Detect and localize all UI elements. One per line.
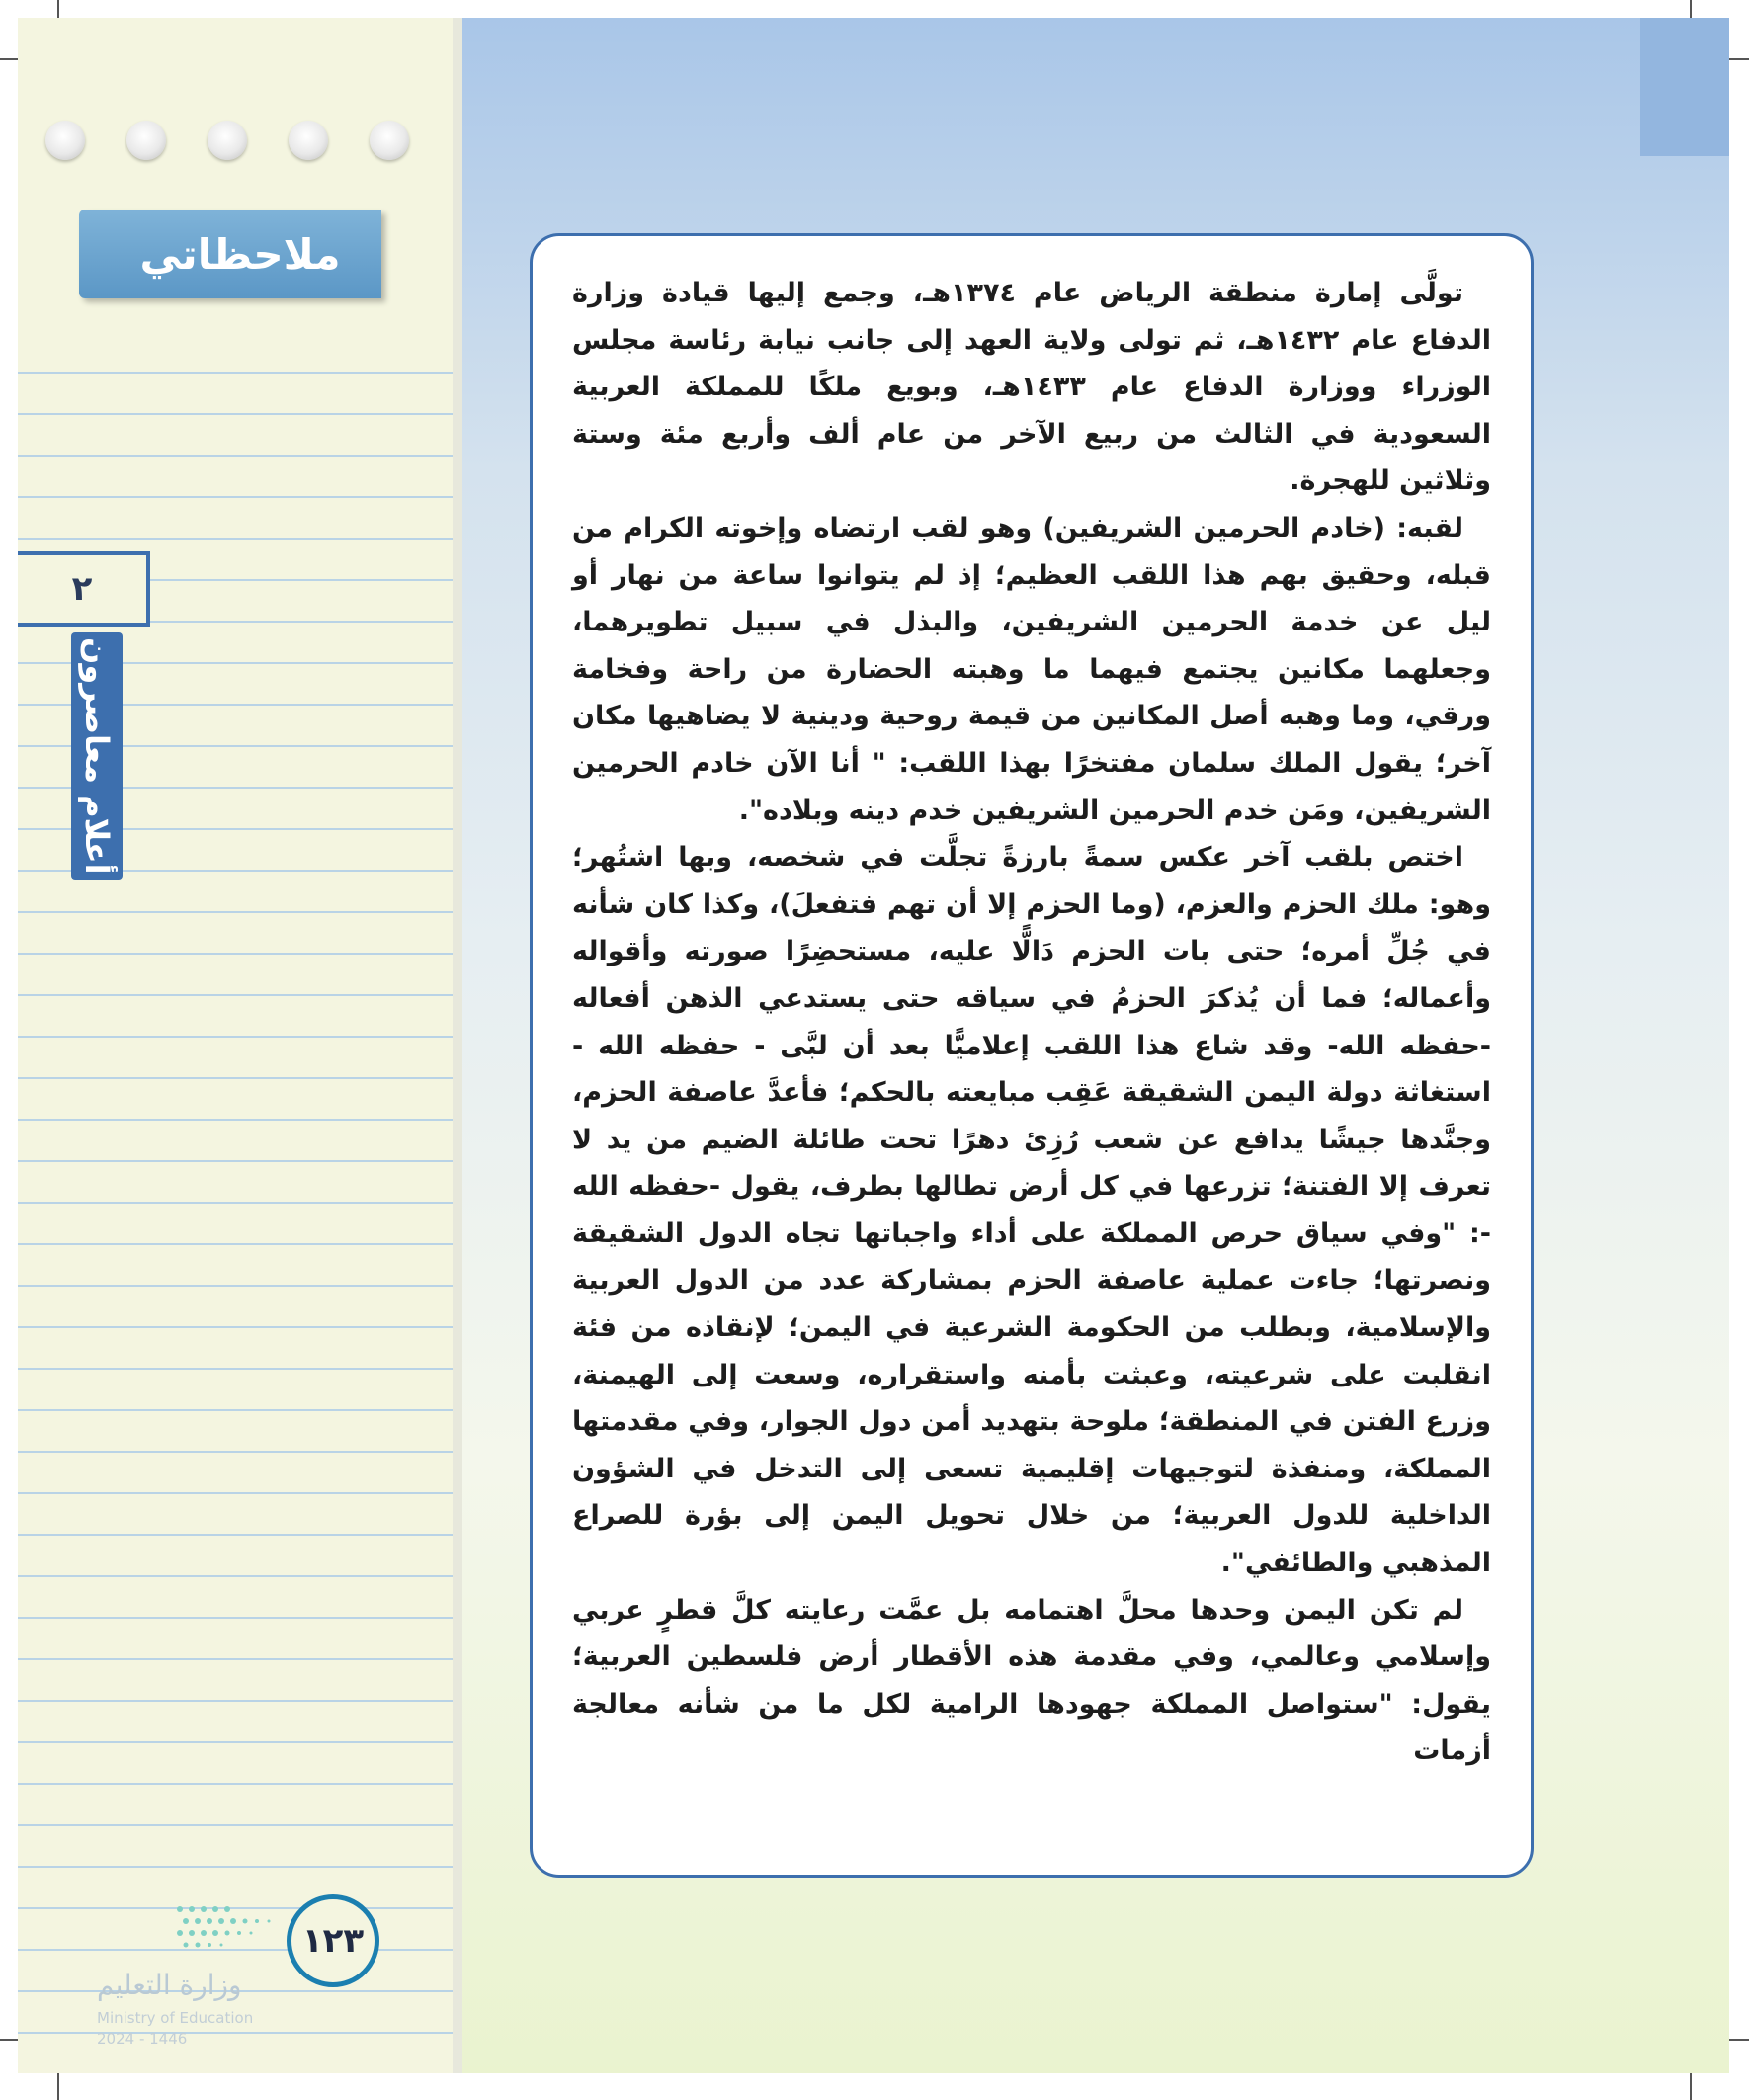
page-number-badge bbox=[287, 1894, 379, 1987]
paragraph: لقبه: (خادم الحرمين الشريفين) وهو لقب ارتضاه وإخوته الكرام من قبله، وحقيق بهم هذا اللقب العظيم؛ إذ لم يتوانوا ساعة من نهار أو ليل عن خدمة الحرمين الشريفين، والبذل في سبيل تطويرهما، وجعلهما مكانين يجتمع فيهما ما وهبته الحضارة من راحة وفخامة ورقي، وما وهبه أصل المكانين من قيمة روحية ودينية لا يضاهيها مكان آخر؛ يقول الملك سلمان مفتخرًا بهذا اللقب: " أنا الآن خادم الحرمين الشريفين، ومَن خدم الحرمين الشريفين خدم دينه وبلاده". bbox=[572, 512, 1491, 826]
paragraph: تولَّى إمارة منطقة الرياض عام ١٣٧٤هـ، وجمع إليها قيادة وزارة الدفاع عام ١٤٣٢هـ، ثم تولى ولاية العهد إلى جانب نيابة رئاسة مجلس الوزراء ووزارة الدفاع عام ١٤٣٣هـ، وبويع ملكًا للمملكة العربية السعودية في الثالث من ربيع الآخر من عام ألف وأربع مئة وستة وثلاثين للهجرة. bbox=[572, 278, 1491, 497]
binder-hole-icon bbox=[208, 121, 247, 160]
binder-hole-icon bbox=[289, 121, 328, 160]
notes-title: ملاحظاتي bbox=[139, 229, 341, 279]
paragraph: لم تكن اليمن وحدها محلَّ اهتمامه بل عمَّت رعايته كلَّ قطرٍ عربي وإسلامي وعالمي، وفي مقدمة هذه الأقطار أرض فلسطين العربية؛ يقول: "ستواصل المملكة جهودها الرامية لكل ما من شأنه معالجة أزمات bbox=[572, 1594, 1491, 1767]
paragraph: اختص بلقب آخر عكس سمةً بارزةً تجلَّت في شخصه، وبها اشتُهر؛ وهو: ملك الحزم والعزم، (وما الحزم إلا أن تهم فتفعلَ)، وكذا كان شأنه في جُلِّ أمره؛ حتى بات الحزم دَالًّا عليه، مستحضِرًا صورته وأقواله وأعماله؛ فما أن يُذكرَ الحزمُ في سياقه حتى يستدعي الذهن أفعاله -حفظه الله- وقد شاع هذا اللقب إعلاميًّا بعد أن لبَّى - حفظه الله - استغاثة دولة اليمن الشقيقة عَقِب مبايعته بالحكم؛ فأعدَّ عاصفة الحزم، وجنَّدها جيشًا يدافع عن شعب رُزِئ دهرًا تحت طائلة الضيم من يد لا تعرف إلا الفتنة؛ تزرعها في كل أرض تطالها بطرف، يقول -حفظه الله -: "وفي سياق حرص المملكة على أداء واجباتها تجاه الدول الشقيقة ونصرتها؛ جاءت عملية عاصفة الحزم بمشاركة عدد من الدول العربية والإسلامية، وبطلب من الحكومة الشرعية في اليمن؛ لإنقاذه من فئة انقلبت على شرعيته، وعبثت بأمنه واستقراره، وسعت إلى الهيمنة، وزرع الفتن في المنطقة؛ ملوحة بتهديد أمن دول الجوار، وفي مقدمتها المملكة، ومنفذة لتوجيهات إقليمية تسعى إلى التدخل في الشؤون الداخلية للدول العربية؛ من خلال تحويل اليمن إلى بؤرة للصراع المذهبي والطائفي". bbox=[572, 842, 1491, 1579]
text-panel bbox=[530, 233, 1534, 1878]
unit-title: أعلام معاصرون bbox=[78, 637, 116, 875]
binder-hole-icon bbox=[126, 121, 166, 160]
page-corner-accent bbox=[1640, 18, 1729, 156]
notes-title-tab bbox=[79, 210, 381, 298]
unit-title-banner bbox=[71, 632, 123, 880]
ministry-logo-icon bbox=[170, 1899, 287, 1951]
notes-sidebar bbox=[18, 18, 462, 2073]
ministry-name-english: Ministry of Education bbox=[97, 2009, 254, 2027]
binder-hole-icon bbox=[370, 121, 409, 160]
chapter-number: ٢ bbox=[71, 569, 93, 609]
chapter-number-box bbox=[18, 551, 150, 627]
page-number: ١٢٣ bbox=[301, 1921, 365, 1961]
edition-year: 2024 - 1446 bbox=[97, 2030, 188, 2048]
text-body bbox=[572, 270, 1491, 1775]
binder-hole-icon bbox=[45, 121, 85, 160]
ministry-name-arabic: وزارة التعليم bbox=[97, 1969, 242, 2001]
